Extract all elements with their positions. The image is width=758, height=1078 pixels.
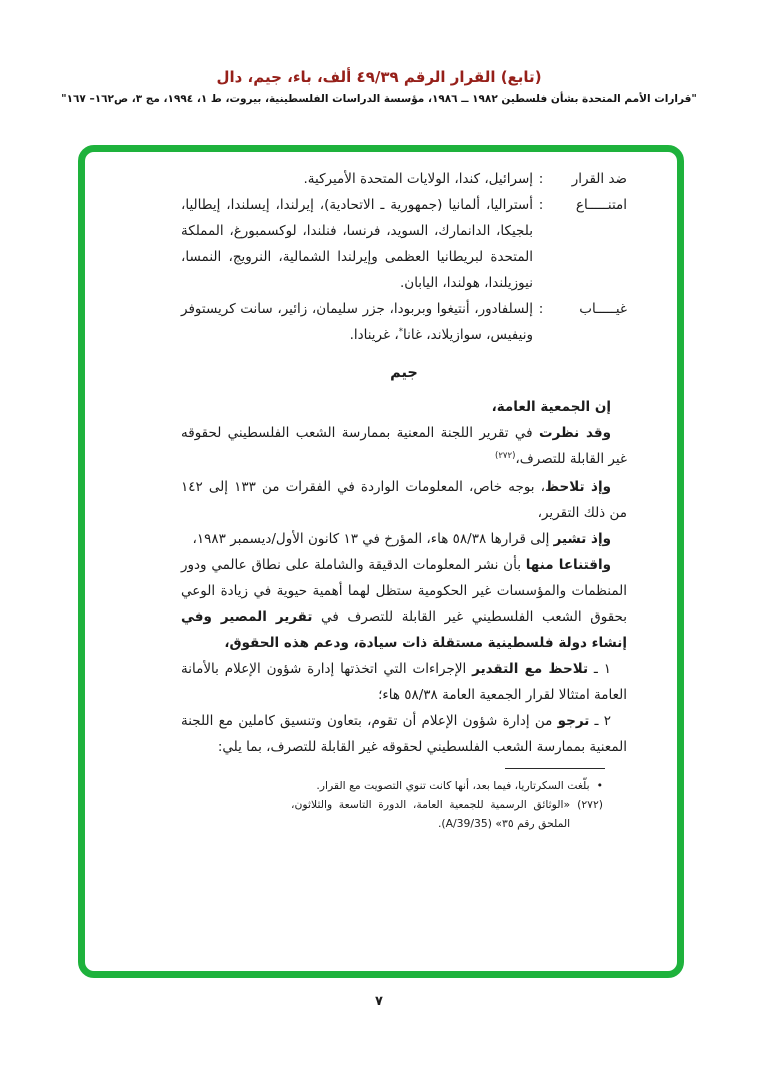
footnote-divider xyxy=(505,768,605,769)
vote-label-abstain: امتنـــــاع xyxy=(575,197,627,213)
footnote-marker-272: (٢٧٢) xyxy=(577,798,603,811)
footnote-asterisk xyxy=(291,776,603,795)
footnote-text: بلّغت السكرتاريا، فيما بعد، أنها كانت تنوي التصويت مع القرار. xyxy=(316,779,590,792)
footnote-text: «الوثائق الرسمية للجمعية العامة، الدورة التاسعة والثلاثون، الملحق رقم ٣٥» (A/39/35). xyxy=(291,798,571,830)
page-number: ٧ xyxy=(375,994,383,1009)
green-border-frame xyxy=(78,145,684,978)
paragraph-preamble-2: وقد نظرت في تقرير اللجنة المعنية بممارسة الشعب الفلسطيني لحقوقه غير القابلة للتصرف،$^{(٢٧٢)}$ xyxy=(181,425,627,467)
footnote-272 xyxy=(291,795,603,833)
vote-row-abstain xyxy=(181,192,627,296)
vote-colon: : xyxy=(538,197,544,213)
vote-results-section xyxy=(181,166,627,350)
section-heading-jim: جيم xyxy=(390,365,418,381)
paragraph-preamble-4: وإذ تشير إلى قرارها ٥٨/٣٨ هاء، المؤرخ في ١٣ كانون الأول/ديسمبر ١٩٨٣، xyxy=(192,531,611,547)
paragraph-operative-2: ٢ ـ ترجو من إدارة شؤون الإعلام أن تقوم، بتعاون وتنسيق كاملين مع اللجنة المعنية بممارسة الشعب الفلسطيني لحقوقه غير القابلة للتصرف، بما يلي: xyxy=(181,713,627,755)
vote-label-against: ضد القرار xyxy=(571,171,627,187)
vote-countries-absent: إلسلفادور، أنتيغوا وبربودا، جزر سليمان، زائير، سانت كريستوفر ونيفيس، سوازيلاند، غانا*، غرينادا. xyxy=(181,301,533,343)
paragraph-preamble-1: إن الجمعية العامة، xyxy=(491,399,611,415)
paragraph-preamble-5: واقتناعا منها بأن نشر المعلومات الدقيقة والشاملة على نطاق عالمي ودور المنظمات والمؤسسات غير الحكومية ستظل لهما أهمية حيوية في زيادة الوعي بحقوق الشعب الفلسطيني غير القابلة للتصرف في تقرير المصير وفي إنشاء دولة فلسطينية مستقلة ذات سيادة، ودعم هذه الحقوق، xyxy=(181,557,627,651)
paragraph-preamble-3: وإذ تلاحظ، بوجه خاص، المعلومات الواردة في الفقرات من ١٣٣ إلى ١٤٢ من ذلك التقرير، xyxy=(181,479,627,521)
vote-colon: : xyxy=(538,301,544,317)
vote-countries-against: إسرائيل، كندا، الولايات المتحدة الأميركية. xyxy=(303,171,533,187)
footnote-marker-bullet: • xyxy=(596,779,603,792)
vote-row-against xyxy=(181,166,627,192)
paragraph-operative-1: ١ ـ تلاحظ مع التقدير الإجراءات التي اتخذتها إدارة شؤون الإعلام بالأمانة العامة امتثالا لقرار الجمعية العامة ٥٨/٣٨ هاء؛ xyxy=(181,661,627,703)
resolution-body xyxy=(181,394,627,760)
source-citation: "قرارات الأمم المتحدة بشأن فلسطين ١٩٨٢ ــ ١٩٨٦، مؤسسة الدراسات الفلسطينية، بيروت، ط ١، ١٩٩٤، مج ٣، ص١٦٢– ١٦٧" xyxy=(61,93,697,105)
footnotes-section xyxy=(291,776,603,833)
page-header xyxy=(0,68,758,105)
vote-countries-abstain: أستراليا، ألمانيا (جمهورية ـ الاتحادية)، إيرلندا، إيسلندا، إيطاليا، بلجيكا، الدانمارك، السويد، فرنسا، فنلندا، لوكسمبورغ، المملكة المتحدة لبريطانيا العظمى وإيرلندا الشمالية، النرويج، النمسا، نيوزيلندا، هولندا، اليابان. xyxy=(181,197,533,291)
vote-label-absent: غيـــــاب xyxy=(579,301,627,317)
vote-row-absent xyxy=(181,296,627,350)
resolution-title: (تابع) القرار الرقم ٤٩/٣٩ ألف، باء، جيم، دال xyxy=(216,68,542,86)
vote-colon: : xyxy=(538,171,544,187)
